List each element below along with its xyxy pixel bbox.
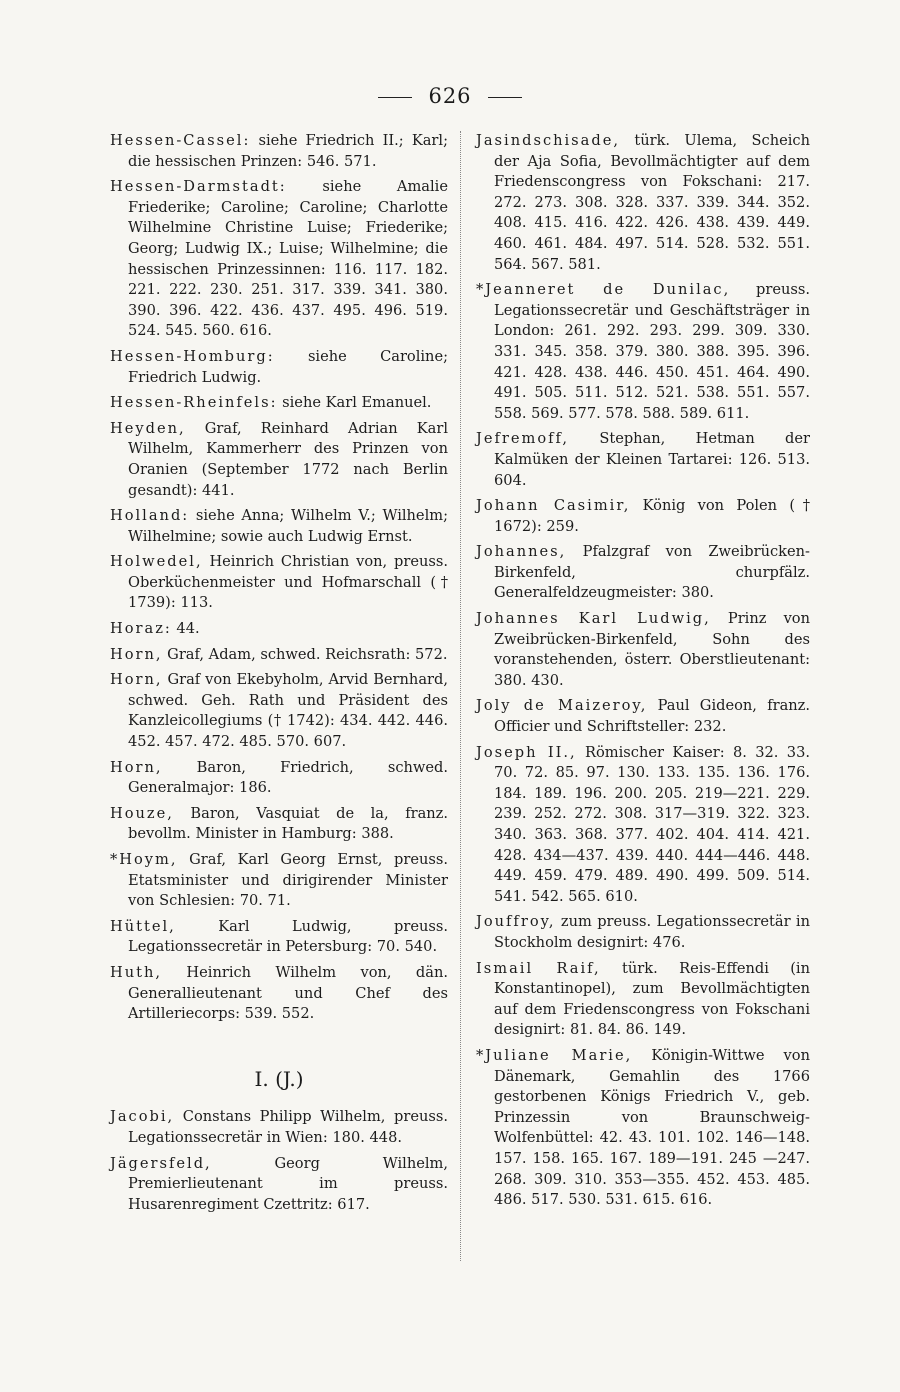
entry-text: Römischer Kaiser: 8. 32. 33. 70. 72. 85. 97. 130. 133. 135. 136. 176. 184. 189. 196. 200. 205. 219—221. 229. 239. 252. 272. 308. 317—319. 322. 323. 340. 363. 368. 377. 402. 404. 414. 421. 428. 434—437. 439. 440. 444—446. 448. 449. 459. 479. 489. 490. 499. 509. 514. 541. 542. 565. 610. [494,743,811,905]
index-entry [476,1046,810,1211]
index-entry [110,393,448,414]
entry-text: Constans Philipp Wilhelm, preuss. Legationssecretär in Wien: 180. 448. [128,1108,448,1146]
left-column [110,131,448,1220]
entry-text: Georg Wilhelm, Premierlieutenant im preuss. Husarenregiment Czettritz: 617. [128,1154,448,1213]
entry-headword: Heyden, [110,419,186,437]
entry-headword: Huth, [110,963,163,981]
entry-text: Graf, Reinhard Adrian Karl Wilhelm, Kammerherr des Prinzen von Oranien (September 1772 nach Berlin gesandt): 441. [128,419,448,499]
entry-headword: Jefremoff, [476,430,570,448]
index-entry [110,645,448,666]
entry-text: Heinrich Wilhelm von, dän. Generallieutenant und Chef des Artilleriecorps: 539. 552. [128,963,448,1023]
left-entries-after-heading [110,1107,448,1215]
index-entry [476,429,810,491]
index-entry [110,131,448,172]
entry-headword: Jouffroy, [476,913,556,931]
entry-text: türk. Ulema, Scheich der Aja Sofia, Bevollmächtigter auf dem Friedenscongress von Fokschani: 217. 272. 273. 308. 328. 337. 339. 344. 352. 408. 415. 416. 422. 426. 438. 439. 449. 460. 461. 484. 497. 514. 528. 532. 551. 564. 567. 581. [494,132,810,273]
entry-text: Baron, Vasquiat de la, franz. bevollm. Minister in Hamburg: 388. [128,804,448,843]
index-entry [476,542,810,604]
index-entry [110,850,448,912]
entry-text: 44. [171,620,200,638]
entry-headword: Horn, [110,671,163,689]
entry-text: Königin-Wittwe von Dänemark, Gemahlin des 1766 gestorbenen Königs Friedrich V., geb. Prinzessin von Braunschweig-Wolfenbüttel: 42. 43. 101. 102. 146—148. 157. 158. 165. 167. 189—191. 245 —247. 268. 309. 310. 353—355. 452. 453. 485. 486. 517. 530. 531. 615. 616. [494,1046,810,1209]
column-divider [460,131,461,1261]
index-entry [110,917,448,958]
index-entry [110,619,448,640]
index-entry [110,552,448,614]
page-number: 626 [428,84,472,108]
entry-headword: Hessen-Homburg: [110,347,275,365]
index-entry [110,177,448,342]
entry-text: siehe Caroline; Friedrich Ludwig. [128,347,448,386]
entry-text: Graf, Karl Georg Ernst, preuss. Etatsminister und dirigirender Minister von Schlesien: 70. 71. [128,851,448,910]
entry-headword: Hessen-Darmstadt: [110,178,287,196]
entry-text: Prinz von Zweibrücken-Birkenfeld, Sohn des voranstehenden, österr. Oberstlieutenant: 380. 430. [494,610,810,689]
index-entry [476,743,810,908]
entry-text: Heinrich Christian von, preuss. Oberküchenmeister und Hofmarschall († 1739): 113. [128,553,448,612]
entry-headword: Joseph II., [476,743,577,761]
entry-text: Paul Gideon, franz. Officier und Schriftsteller: 232. [494,697,810,736]
entry-headword: Holland: [110,507,190,525]
entry-headword: Houze, [110,804,174,822]
entry-headword: Johann Casimir, [476,497,631,515]
entry-text: Karl Ludwig, preuss. Legationssecretär in Petersburg: 70. 540. [128,917,448,956]
index-entry [476,959,810,1041]
entry-text: siehe Amalie Friederike; Caroline; Caroline; Charlotte Wilhelmine Christine Luise; Friederike; Georg; Ludwig IX.; Luise; Wilhelmine; die hessischen Prinzessinnen: 116. 117. 182. 221. 222. 230. 251. 317. 339. 341. 380. 390. 396. 422. 436. 437. 495. 496. 519. 524. 545. 560. 616. [128,178,448,340]
entry-headword: Hüttel, [110,917,176,935]
entry-text: siehe Friedrich II.; Karl; die hessischen Prinzen: 546. 571. [128,132,448,170]
entry-text: Stephan, Hetman der Kalmüken der Kleinen Tartarei: 126. 513. 604. [494,430,810,489]
entry-headword: *Juliane Marie, [476,1046,633,1064]
index-entry [476,496,810,537]
index-entry [110,758,448,799]
index-entry [476,280,810,424]
entry-text: Graf, Adam, schwed. Reichsrath: 572. [162,645,448,663]
entry-headword: Jacobi, [110,1108,175,1126]
entry-headword: *Hoym, [110,851,178,868]
entry-text: Baron, Friedrich, schwed. Generalmajor: 186. [128,758,448,797]
entry-headword: Horaz: [110,620,172,638]
entry-headword: Hessen-Rheinfels: [110,394,278,412]
entry-headword: *Jeanneret de Dunilac, [476,281,731,299]
index-entry [476,696,810,737]
index-entry [110,419,448,501]
entry-headword: Joly de Maizeroy, [476,697,648,715]
left-entries [110,131,448,1025]
index-entry [110,1107,448,1148]
entry-headword: Holwedel, [110,553,203,571]
entry-headword: Jägersfeld, [110,1154,212,1172]
entry-text: Graf von Ekebyholm, Arvid Bernhard, schwed. Geh. Rath und Präsident des Kanzleicollegiums († 1742): 434. 442. 446. 452. 457. 472. 485. 570. 607. [128,671,448,751]
right-column [476,131,810,1216]
entry-headword: Ismail Raif, [476,959,601,977]
entry-text: siehe Anna; Wilhelm V.; Wilhelm; Wilhelmine; sowie auch Ludwig Ernst. [128,507,448,545]
index-entry [110,347,448,388]
entry-headword: Horn, [110,645,163,663]
entry-headword: Johannes, [476,543,567,561]
index-entry [110,670,448,752]
entry-text: siehe Karl Emanuel. [277,394,432,412]
entry-headword: Johannes Karl Ludwig, [476,610,711,628]
header-rule-left [378,97,412,98]
entry-text: preuss. Legationssecretär und Geschäftsträger in London: 261. 292. 293. 299. 309. 330. 331. 345. 358. 379. 380. 388. 395. 396. 421. 428. 438. 446. 450. 451. 464. 490. 491. 505. 511. 512. 521. 538. 551. 557. 558. 569. 577. 578. 588. 589. 611. [494,281,810,422]
index-entry [476,912,810,953]
index-entry [476,609,810,691]
entry-text: zum preuss. Legationssecretär in Stockholm designirt: 476. [494,913,810,951]
index-entry [110,1154,448,1216]
index-entry [110,804,448,845]
entry-headword: Horn, [110,758,163,776]
page-header [0,84,900,108]
index-entry [110,506,448,547]
entry-text: türk. Reis-Effendi (in Konstantinopel), zum Bevollmächtigten auf dem Friedenscongress von Fokschani designirt: 81. 84. 86. 149. [494,959,810,1039]
entry-text: Pfalzgraf von Zweibrücken-Birkenfeld, churpfälz. Generalfeldzeugmeister: 380. [494,543,810,602]
section-heading: I. (J.) [254,1066,304,1091]
entry-headword: Jasindschisade, [476,132,620,149]
entry-headword: Hessen-Cassel: [110,132,251,149]
header-rule-right [488,97,522,98]
right-entries [476,131,810,1211]
index-entry [476,131,810,275]
entry-text: König von Polen († 1672): 259. [494,497,811,535]
index-entry [110,963,448,1025]
